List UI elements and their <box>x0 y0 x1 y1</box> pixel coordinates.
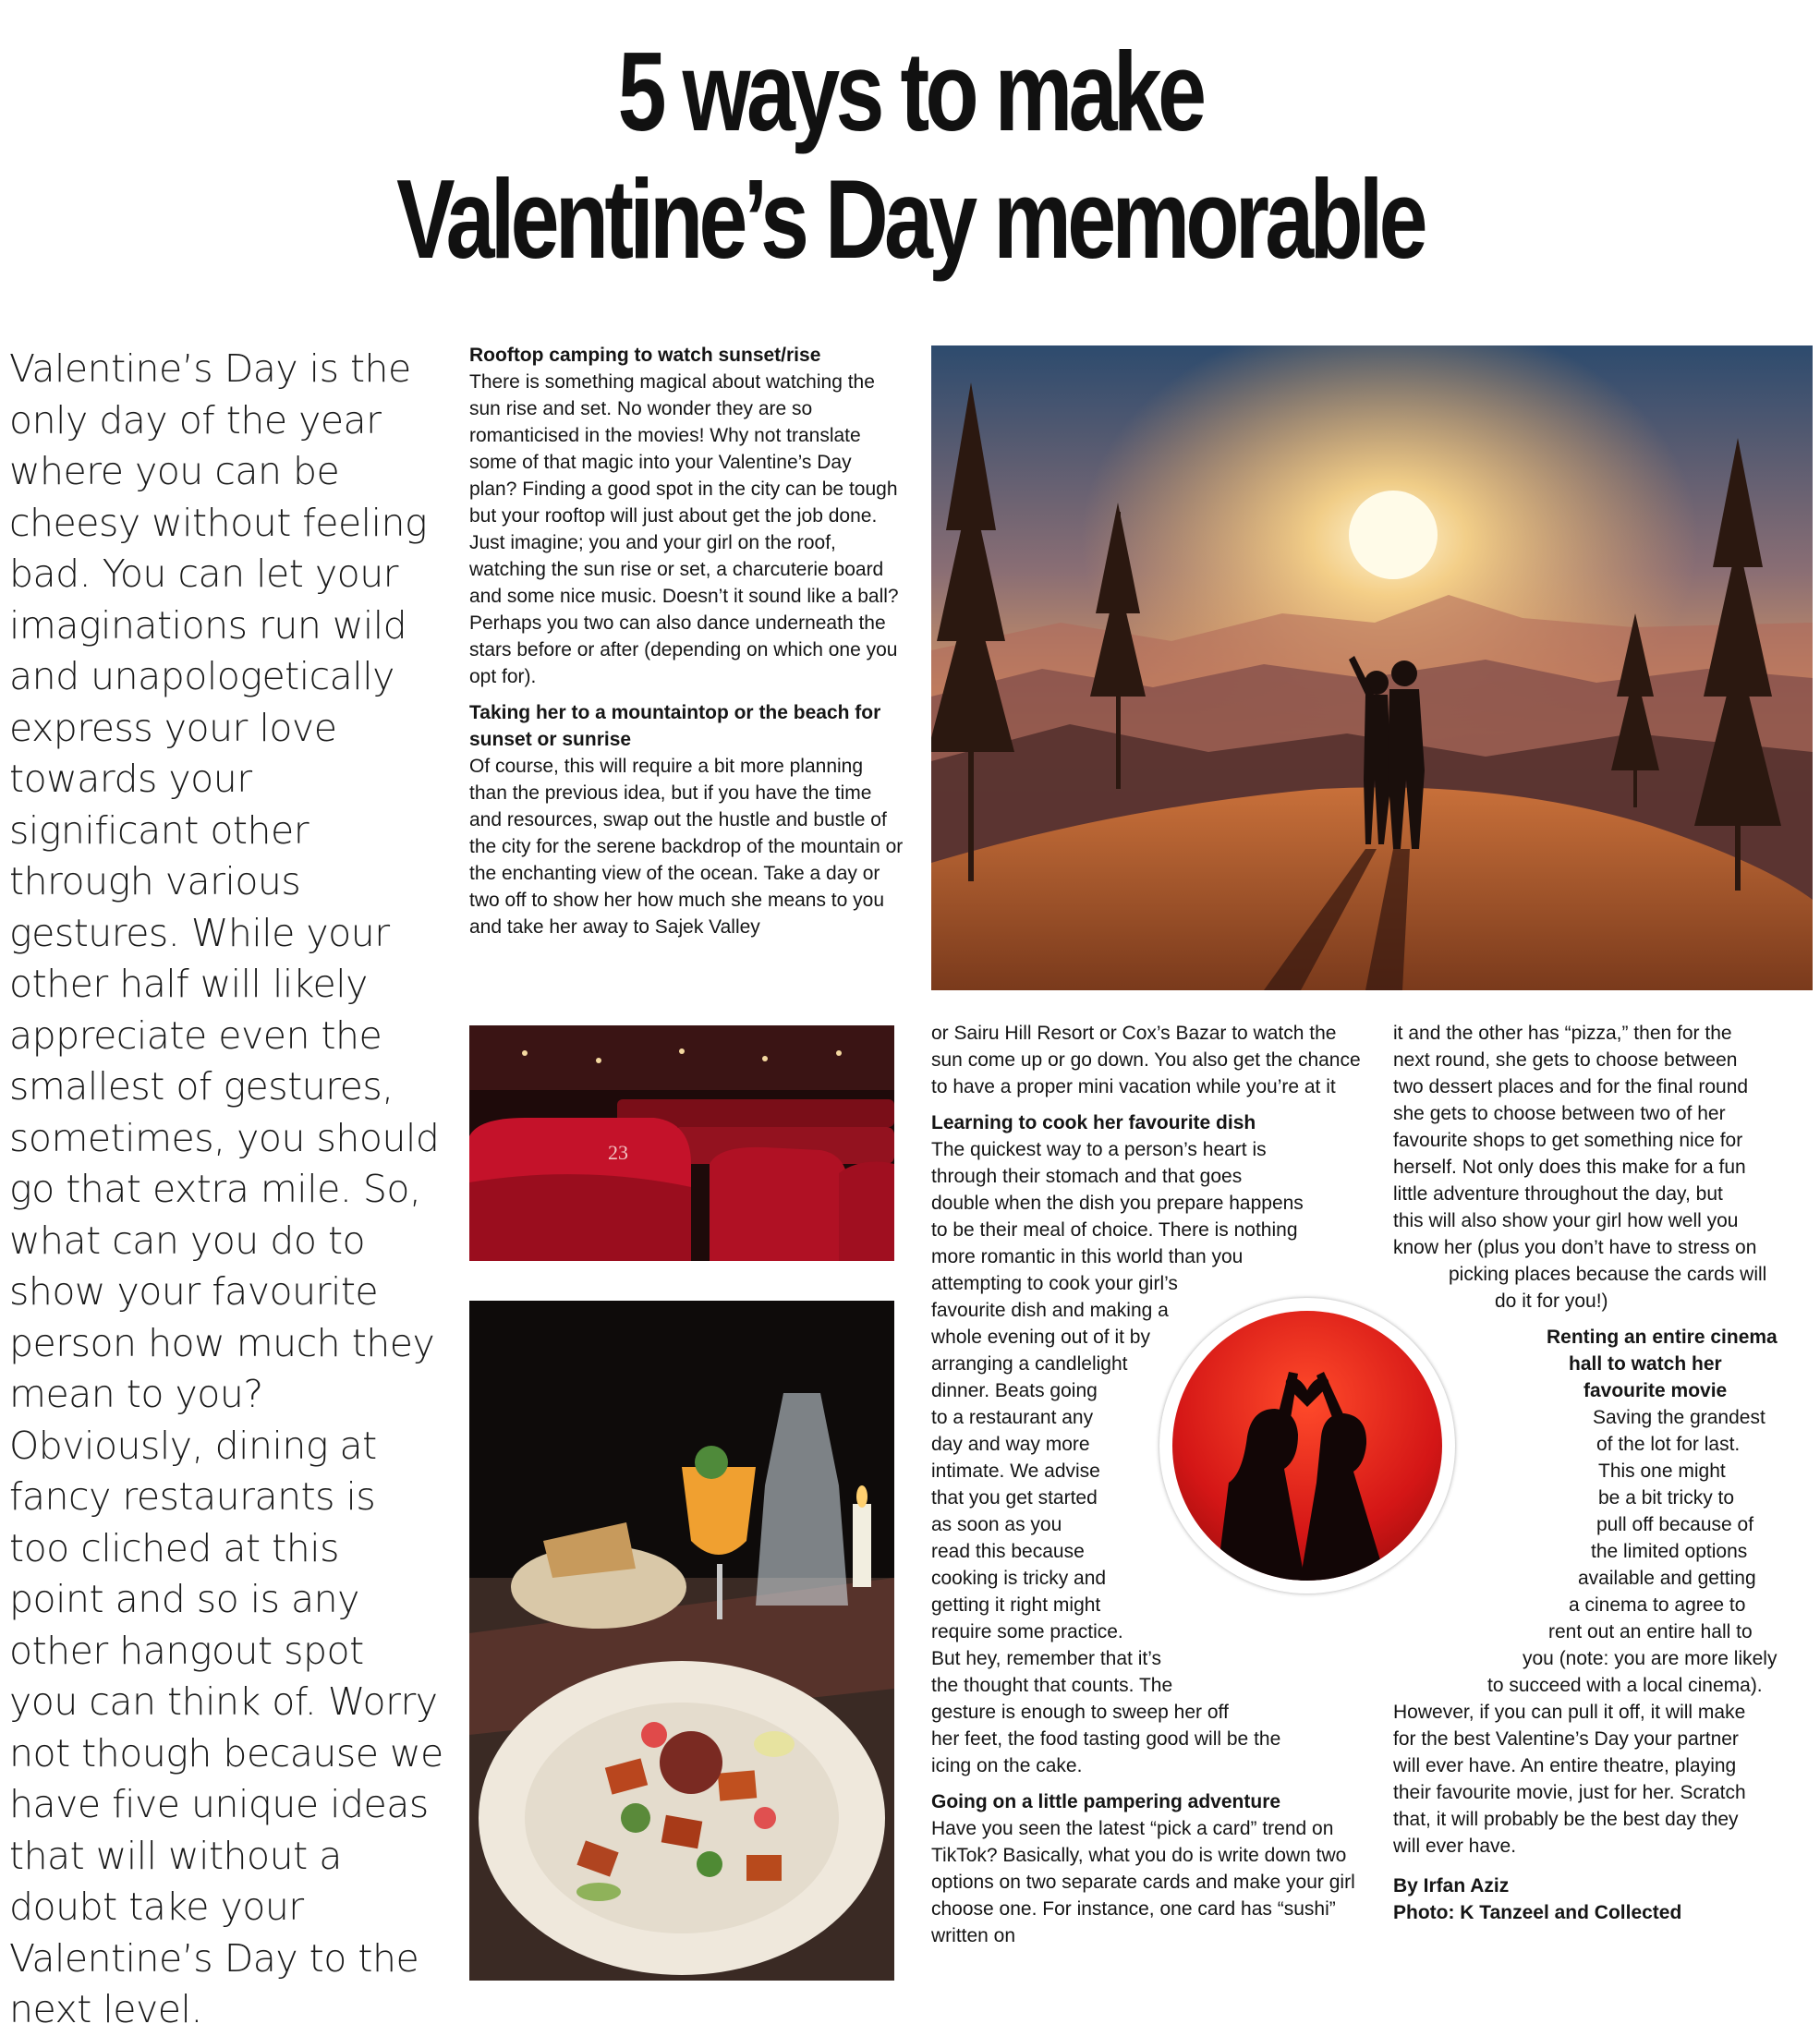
section-mountain-continued <box>931 1020 1365 1100</box>
cook-line: to be their meal of choice. There is nothing <box>931 1219 1298 1241</box>
cinema-line: This one might <box>1598 1460 1726 1482</box>
dinner-image <box>469 1301 894 1981</box>
section-rooftop <box>469 342 904 690</box>
headline-line-2: Valentine’s Day memorable <box>396 156 1424 282</box>
byline-photo-credit: Photo: K Tanzeel and Collected <box>1393 1902 1682 1923</box>
photo-cinema-seats <box>469 1025 894 1261</box>
section-heading: Taking her to a mountaintop or the beach for sunset or sunrise <box>469 702 881 750</box>
cinema-seats-image <box>469 1025 894 1261</box>
cinema-line: However, if you can pull it off, it will make <box>1393 1702 1746 1723</box>
cook-line: icing on the cake. <box>931 1755 1083 1776</box>
headline <box>200 28 1620 283</box>
cinema-line: the limited options <box>1591 1541 1748 1562</box>
section-cinema <box>1393 1324 1814 1860</box>
photo-couple-sunset <box>931 345 1813 990</box>
section-body: Of course, this will require a bit more planning than the previous idea, but if you have the time and resources, swap out the hustle and bustle of the city for the serene backdrop of the mountain or the enchanting view of the ocean. Take a day or two off to show her how much she means to you and take her away to Sajek Valley <box>469 756 904 938</box>
photo-candlelight-dinner <box>469 1301 894 1981</box>
section-body: or Sairu Hill Resort or Cox’s Bazar to watch the sun come up or go down. You also get the chance to have a proper mini vacation while you’re at it <box>931 1023 1361 1097</box>
section-heading-line: favourite movie <box>1583 1380 1728 1401</box>
cook-line: as soon as you <box>931 1514 1062 1535</box>
section-heading: Rooftop camping to watch sunset/rise <box>469 345 821 366</box>
section-heading-line: Renting an entire cinema <box>1547 1327 1778 1348</box>
seat-number: 23 <box>608 1141 628 1164</box>
sunset-mountain-image <box>931 345 1813 990</box>
pampering-line: herself. Not only does this make for a fun <box>1393 1157 1746 1178</box>
cinema-line: their favourite movie, just for her. Scratch <box>1393 1782 1746 1803</box>
cinema-line: you (note: you are more likely <box>1523 1648 1778 1669</box>
section-heading: Going on a little pampering adventure <box>931 1791 1281 1812</box>
cinema-line: rent out an entire hall to <box>1548 1621 1753 1642</box>
pampering-line: little adventure throughout the day, but <box>1393 1183 1723 1205</box>
pampering-line: two dessert places and for the final round <box>1393 1076 1749 1097</box>
cook-line: double when the dish you prepare happens <box>931 1193 1304 1214</box>
cook-line: gesture is enough to sweep her off <box>931 1702 1229 1723</box>
section-body: Have you seen the latest “pick a card” trend on TikTok? Basically, what you do is write down two options on two separate cards and make your girl choose one. For instance, one card has “sushi” written on <box>931 1818 1355 1946</box>
cook-line: getting it right might <box>931 1594 1101 1616</box>
sun-icon <box>1349 491 1438 579</box>
cinema-line: of the lot for last. <box>1596 1434 1741 1455</box>
pampering-line: this will also show your girl how well you <box>1393 1210 1739 1231</box>
cook-line: read this because <box>931 1541 1085 1562</box>
cook-line: favourite dish and making a <box>931 1300 1169 1321</box>
cook-line: require some practice. <box>931 1621 1123 1642</box>
cook-line: her feet, the food tasting good will be the <box>931 1728 1281 1750</box>
column-2-top <box>469 342 904 950</box>
cook-line: more romantic in this world than you <box>931 1246 1244 1267</box>
cook-line: The quickest way to a person’s heart is <box>931 1139 1267 1160</box>
pampering-line: know her (plus you don’t have to stress on <box>1393 1237 1757 1258</box>
intro-paragraph: Valentine’s Day is the only day of the year where you can be cheesy without feeling bad. You can let your imaginations run wild and unapologetically express your love towards your significant other through various gestures. While your other half will likely appreciate even the smallest of gestures, sometimes, you should go that extra mile. So, what can you do to show your favourite person how much they mean to you? Obviously, dining at fancy restaurants is too cliched at this point and so is any other hangout spot you can think of. Worry not though because we have five unique ideas that will without a doubt take your Valentine’s Day to the next level. <box>9 346 443 2031</box>
section-heading: Learning to cook her favourite dish <box>931 1112 1256 1133</box>
pampering-line: next round, she gets to choose between <box>1393 1049 1738 1071</box>
pampering-line: picking places because the cards will <box>1449 1264 1767 1285</box>
cook-line: cooking is tricky and <box>931 1568 1107 1589</box>
pampering-line: it and the other has “pizza,” then for the <box>1393 1023 1732 1044</box>
cook-line: arranging a candlelight <box>931 1353 1128 1375</box>
byline <box>1393 1872 1814 1926</box>
cook-line: day and way more <box>931 1434 1090 1455</box>
cook-line: whole evening out of it by <box>931 1327 1150 1348</box>
cinema-line: available and getting <box>1578 1568 1756 1589</box>
cinema-line: for the best Valentine’s Day your partner <box>1393 1728 1739 1750</box>
section-mountain <box>469 699 904 940</box>
cook-line: to a restaurant any <box>931 1407 1094 1428</box>
pampering-line: she gets to choose between two of her <box>1393 1103 1726 1124</box>
cinema-line: to succeed with a local cinema). <box>1487 1675 1763 1696</box>
pampering-continued <box>1393 1020 1814 1315</box>
cinema-line: will ever have. An entire theatre, playing <box>1393 1755 1737 1776</box>
cinema-line: that, it will probably be the best day they <box>1393 1809 1739 1830</box>
headline-line-1: 5 ways to make <box>617 29 1203 154</box>
pampering-line: do it for you!) <box>1495 1291 1608 1312</box>
cook-line: intimate. We advise <box>931 1460 1100 1482</box>
cook-line: dinner. Beats going <box>931 1380 1098 1401</box>
cinema-line: a cinema to agree to <box>1569 1594 1746 1616</box>
cook-line: attempting to cook your girl’s <box>931 1273 1178 1294</box>
cook-line: that you get started <box>931 1487 1098 1509</box>
section-pampering <box>931 1788 1365 1949</box>
pampering-line: favourite shops to get something nice for <box>1393 1130 1743 1151</box>
section-heading-line: hall to watch her <box>1569 1353 1722 1375</box>
byline-author: By Irfan Aziz <box>1393 1875 1510 1897</box>
section-body: There is something magical about watching the sun rise and set. No wonder they are so romanticised in the movies! Why not translate some of that magic into your Valentine’s Day plan? Finding a good spot in the city can be tough but your rooftop will just about get the job done. Just imagine; you and your girl on the roof, watching the sun rise or set, a charcuterie board and some nice music. Doesn’t it sound like a ball? Perhaps you two can also dance underneath the stars before or after (depending on which one you opt for). <box>469 371 899 687</box>
candle <box>853 1504 871 1587</box>
cook-line: through their stomach and that goes <box>931 1166 1243 1187</box>
cinema-line: be a bit tricky to <box>1598 1487 1735 1509</box>
cinema-line: pull off because of <box>1596 1514 1754 1535</box>
cook-line: But hey, remember that it’s <box>931 1648 1161 1669</box>
cook-line: the thought that counts. The <box>931 1675 1173 1696</box>
cinema-line: will ever have. <box>1393 1836 1517 1857</box>
column-4 <box>1393 1020 1814 1926</box>
cinema-line: Saving the grandest <box>1593 1407 1765 1428</box>
